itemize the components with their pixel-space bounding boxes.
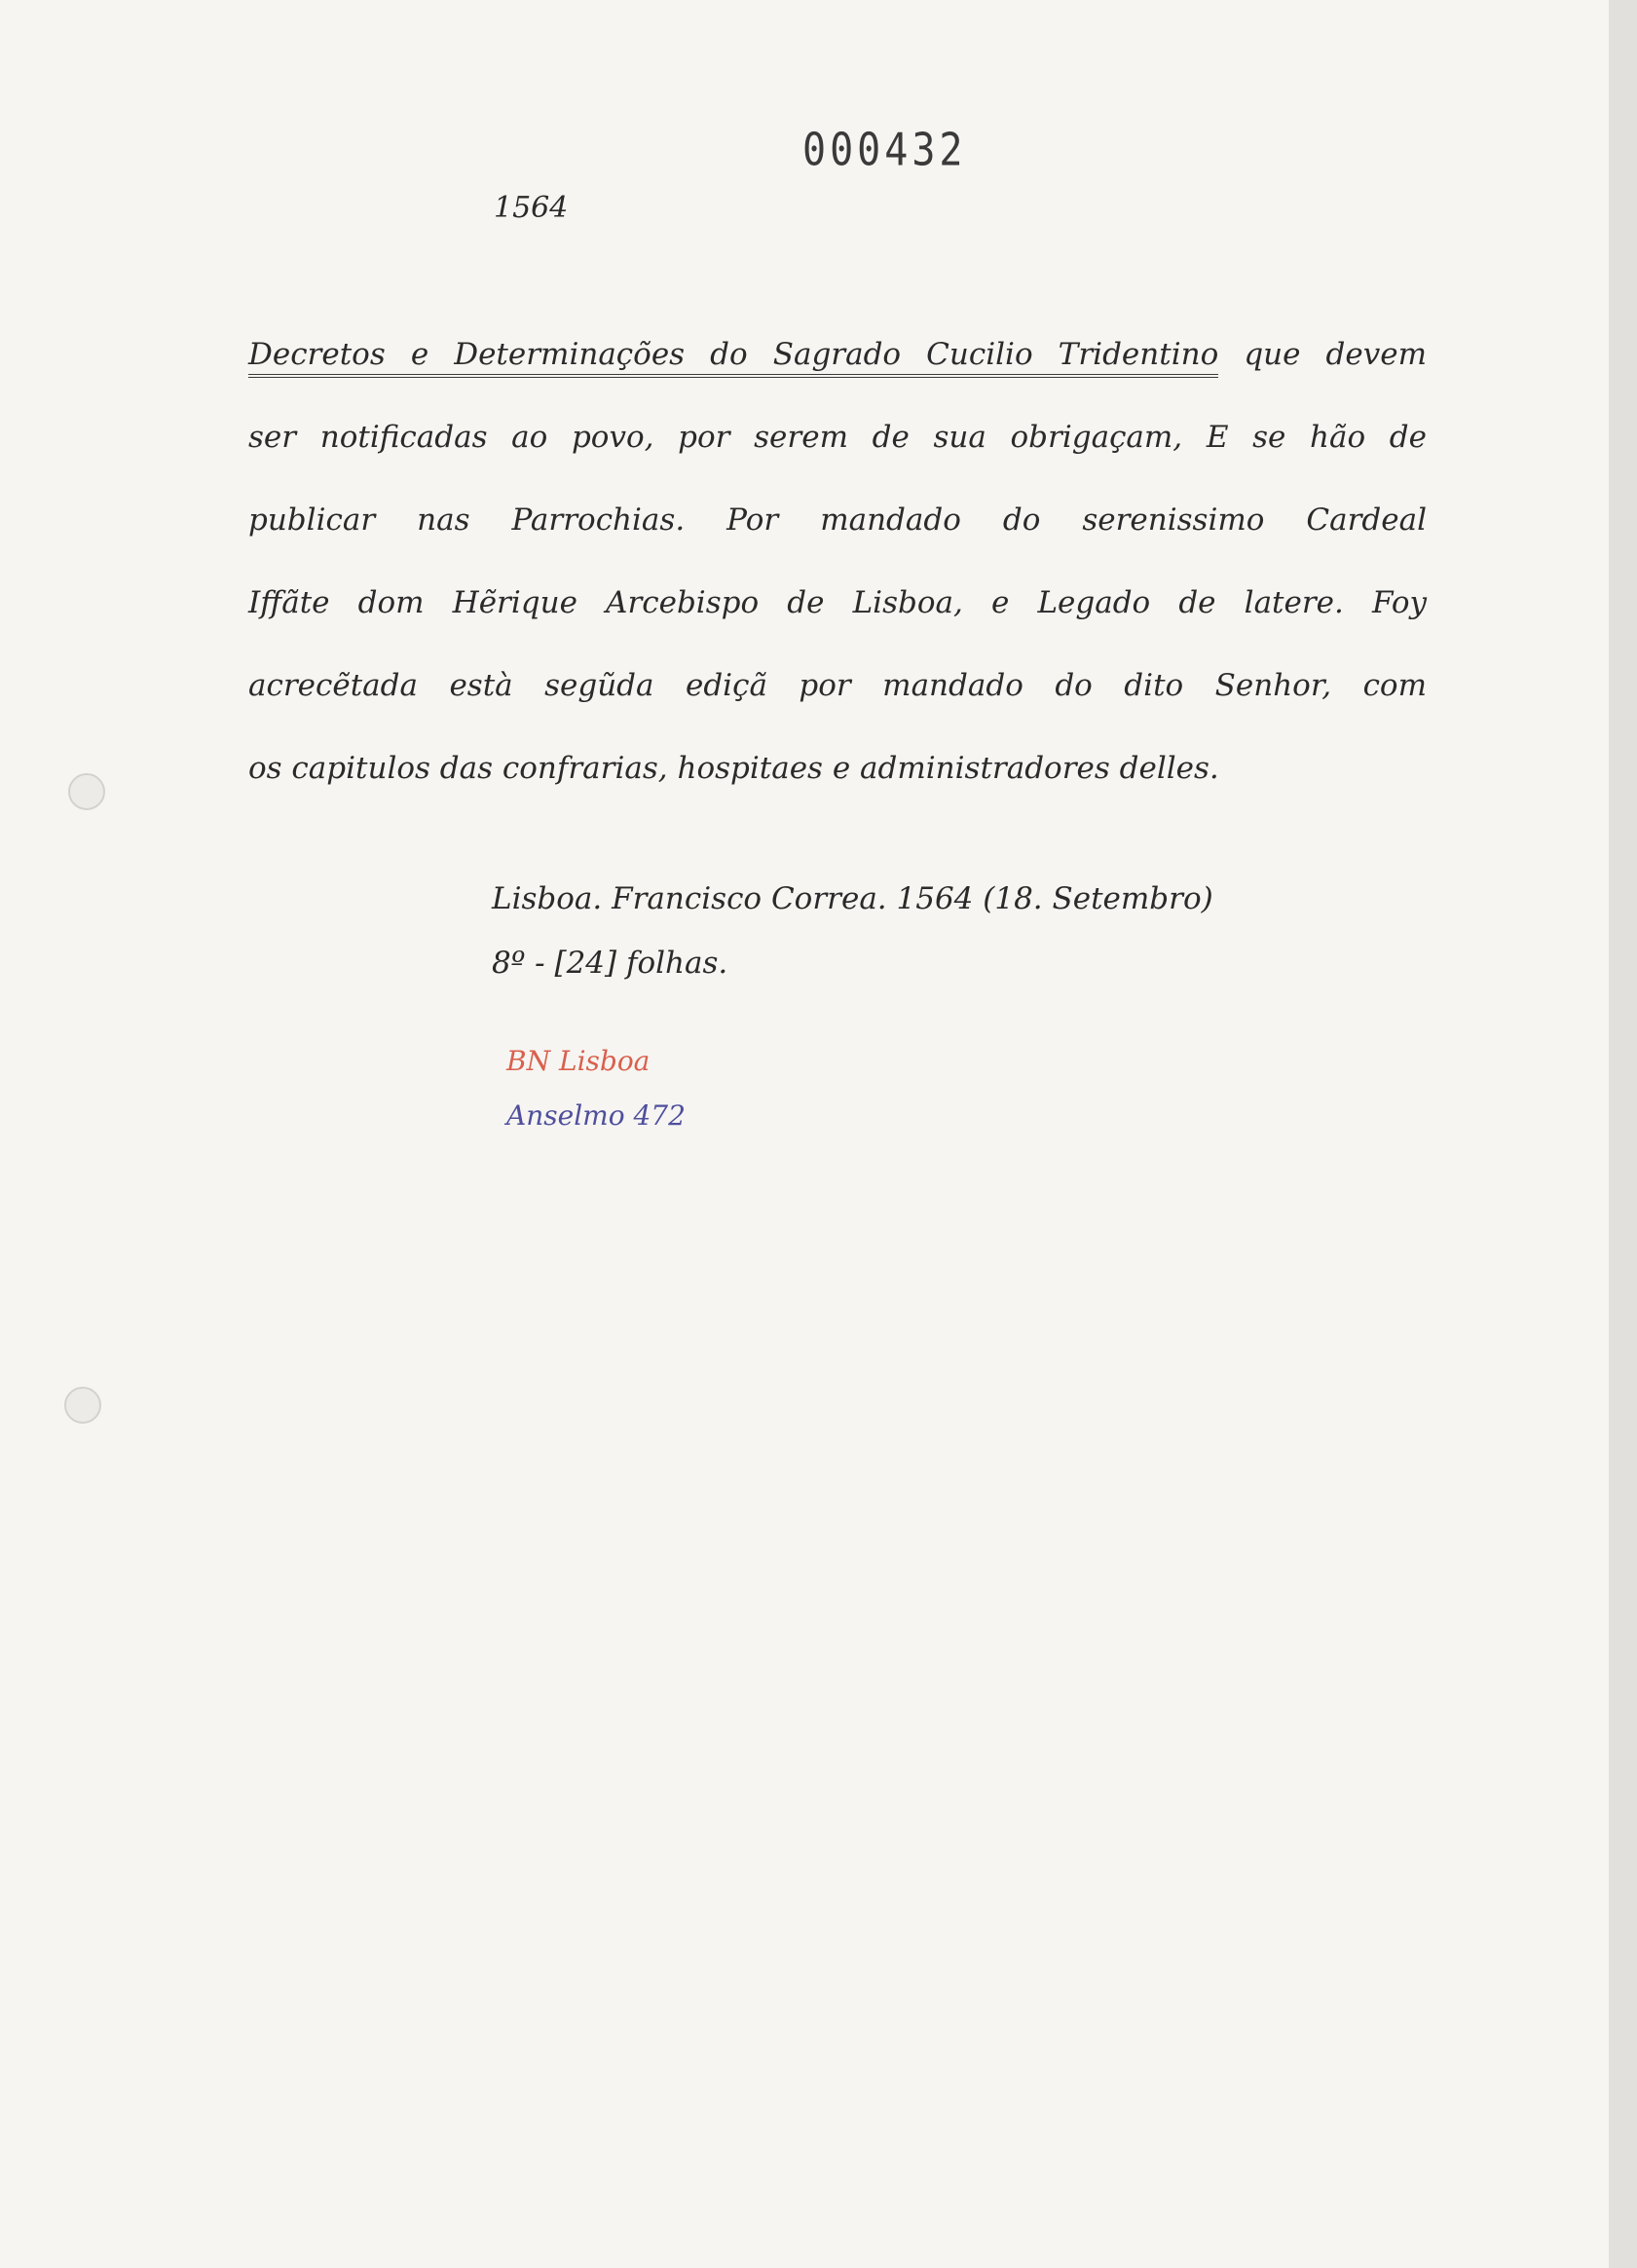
punch-hole-bottom (64, 1387, 101, 1424)
title-line-2: ser notificadas ao povo, por serem de sua obrigaçam, E se hão de (248, 420, 1427, 455)
title-line-5: acrecẽtada està segũda ediçã por mandado do dito Senhor, com (248, 668, 1427, 703)
title-line-1 (248, 314, 1427, 396)
title-transcription (248, 314, 1427, 810)
title-line-4: Iffãte dom Hẽrique Arcebispo de Lisboa, e Legado de latere. Foy (248, 585, 1427, 620)
page-edge-background (1609, 0, 1637, 2268)
title-line-6: os capitulos das confrarias, hospitaes e administradores delles. (248, 751, 1219, 786)
date-heading: 1564 (494, 191, 569, 225)
title-underlined-text: Decretos e Determinações do Sagrado Cucilio Tridentino (248, 337, 1218, 378)
title-line-1-continuation: que devem (1244, 337, 1427, 372)
punch-hole-top (68, 773, 105, 810)
holding-library: BN Lisboa (506, 1045, 651, 1077)
imprint-format-extent: 8º - [24] folhas. (492, 946, 728, 981)
bibliographic-reference: Anselmo 472 (506, 1099, 686, 1132)
title-line-3: publicar nas Parrochias. Por mandado do serenissimo Cardeal (248, 502, 1427, 538)
catalog-stamp-number: 000432 (802, 125, 967, 176)
imprint-place-publisher-date: Lisboa. Francisco Correa. 1564 (18. Setembro) (492, 881, 1213, 916)
imprint-block (492, 867, 1213, 995)
holdings-block (506, 1034, 686, 1143)
